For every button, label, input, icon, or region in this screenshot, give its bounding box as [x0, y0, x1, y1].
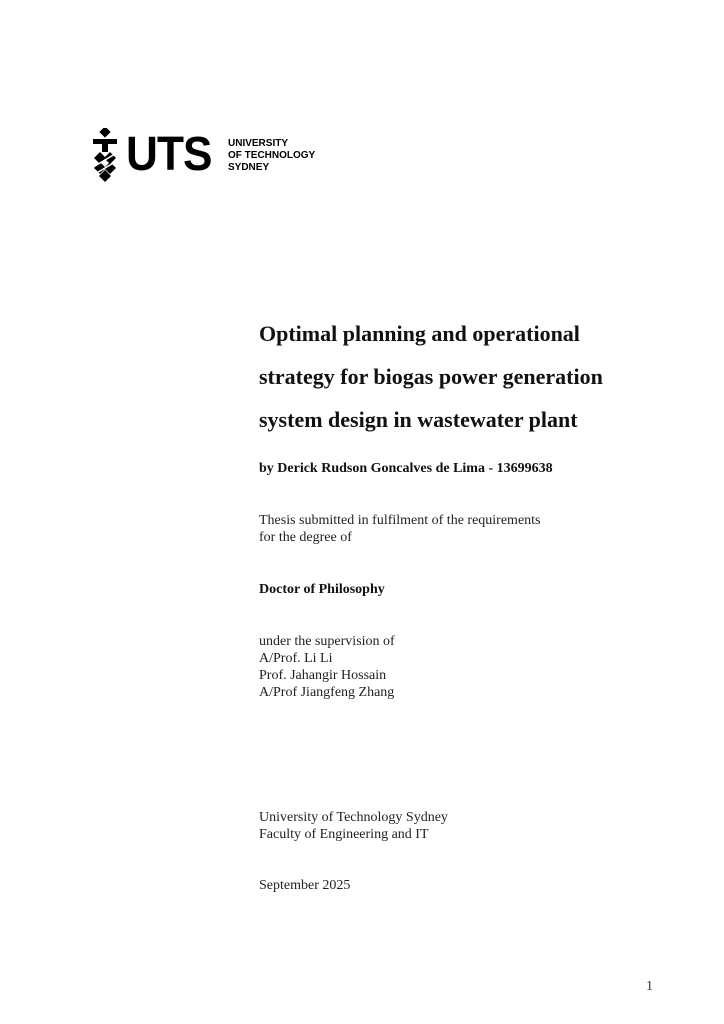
- submission-line: Thesis submitted in fulfilment of the requirements: [259, 513, 541, 528]
- institution-line: Faculty of Engineering and IT: [259, 827, 429, 842]
- institution-block: [259, 809, 448, 843]
- degree-name: Doctor of Philosophy: [259, 582, 385, 597]
- logo-line: SYDNEY: [228, 162, 270, 173]
- thesis-title: [259, 312, 603, 441]
- supervision-block: [259, 633, 395, 701]
- uts-logo: [92, 128, 316, 182]
- page-number: 1: [646, 979, 653, 994]
- title-line: system design in wastewater plant: [259, 407, 578, 432]
- author-line: by Derick Rudson Goncalves de Lima - 13699638: [259, 461, 553, 476]
- supervisor-name: Prof. Jahangir Hossain: [259, 668, 387, 683]
- institution-line: University of Technology Sydney: [259, 810, 448, 825]
- title-line: Optimal planning and operational: [259, 321, 580, 346]
- submission-line: for the degree of: [259, 530, 352, 545]
- submission-statement: [259, 512, 541, 546]
- supervision-intro: under the supervision of: [259, 634, 395, 649]
- uts-emblem-icon: [92, 128, 118, 182]
- logo-line: UNIVERSITY: [228, 138, 289, 149]
- uts-wordmark: UTS: [126, 128, 212, 181]
- university-name: [228, 138, 315, 174]
- supervisor-name: A/Prof Jiangfeng Zhang: [259, 685, 395, 700]
- submission-date: September 2025: [259, 878, 351, 893]
- logo-line: OF TECHNOLOGY: [228, 150, 316, 161]
- supervisor-name: A/Prof. Li Li: [259, 651, 333, 666]
- title-line: strategy for biogas power generation: [259, 364, 603, 389]
